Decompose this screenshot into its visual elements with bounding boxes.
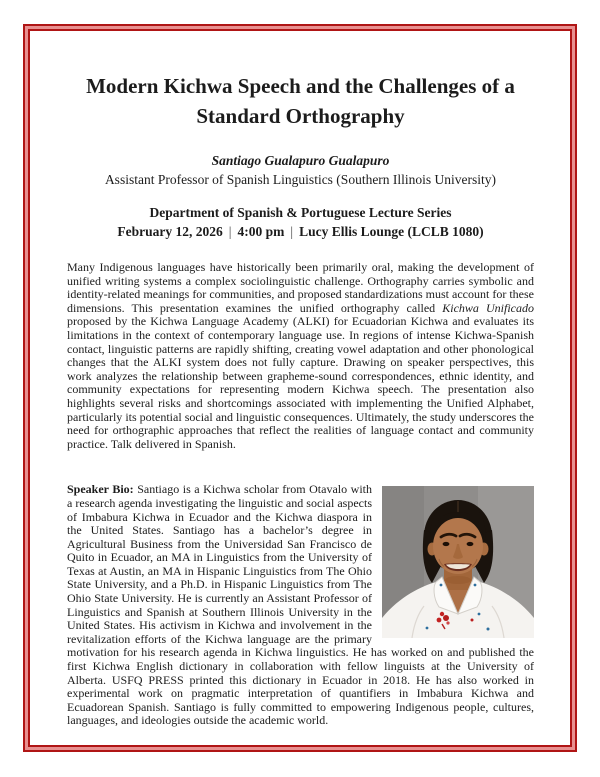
eyes [443, 542, 450, 546]
page-border [23, 24, 577, 752]
pipe-separator: | [290, 224, 294, 239]
speaker-affiliation: Assistant Professor of Spanish Linguistics (Southern Illinois University) [104, 172, 497, 187]
title-line-2: Standard Orthography [196, 104, 405, 128]
page-title [67, 71, 534, 131]
speaker-photo [382, 486, 534, 638]
speaker-name: Santiago Gualapuro Gualapuro [211, 153, 390, 168]
event-details-line [67, 223, 534, 240]
pipe-separator: | [228, 224, 232, 239]
flyer-content [30, 31, 570, 745]
lecture-series-title: Department of Spanish & Portuguese Lecture Series [149, 205, 452, 220]
title-line-1: Modern Kichwa Speech and the Challenges of a [86, 74, 515, 98]
abstract-text-1: Many Indigenous languages have historically been primarily oral, making the development of unified writing systems a complex sociolinguistic challenge. Orthography carries symbolic and identity-related meanings for communities, and proposed standardizations must account for these dimensions. This presentation examines the unified orthography called [67, 260, 534, 315]
abstract-text-2: proposed by the Kichwa Language Academy (ALKI) for Ecuadorian Kichwa and evaluates its limitations in the context of contemporary language use. In regions of intense Kichwa-Spanish contact, linguistic patterns are rapidly shifting, creating vowel adaptation and other phonological changes that the ALKI system does not fully capture. Drawing on speaker perspectives, this work analyzes the relationship between grapheme-sound correspondences, ethnic identity, and community expectations for representing modern Kichwa speech. The presentation also highlights several risks and shortcomings associated with implementing the Unified Alphabet, particularly its potential social and linguistic consequences. Ultimately, the study underscores the need for orthographic approaches that reflect the realities of language contact and community practice. Talk delivered in Spanish. [67, 314, 534, 451]
event-location: Lucy Ellis Lounge (LCLB 1080) [299, 224, 484, 239]
event-time: 4:00 pm [237, 224, 285, 239]
speaker-bio-text: Santiago is a Kichwa scholar from Otavalo with a research agenda investigating the linguistic and social aspects of Imbabura Kichwa in Ecuador and the Kichwa diaspora in the United States. Santiago has a bachelor’s degree in Agricultural Business from the Universidad San Francisco de Quito in Ecuador, an MA in Linguistics from the University of Texas at Austin, an MA in Hispanic Linguistics from The Ohio State University, and a Ph.D. in Hispanic Linguistics from The Ohio State University. He is currently an Assistant Professor of Linguistics and Spanish at Southern Illinois University in the United States. His activism in Kichwa and involvement in the revitalization efforts of the Kichwa language are the primary motivation for his research agenda in Kichwa linguistics. He has worked on and published the first Kichwa English dictionary in collaboration with fellow linguists at the University of Alberta. USFQ PRESS printed this dictionary in Ecuador in 2018. He has also worked in experimental work on pragmatic interpretation of quantifiers in Imbabura Kichwa and Ecuadorean Spanish. Santiago is fully committed to empowering Indigenous people, cultures, languages, and ideologies outside the academic world. [67, 482, 534, 728]
abstract-paragraph [67, 261, 534, 451]
speaker-bio-paragraph [67, 483, 534, 728]
event-date: February 12, 2026 [117, 224, 223, 239]
abstract-italic-phrase: Kichwa Unificado [442, 300, 534, 315]
speaker-bio-label: Speaker Bio: [67, 482, 138, 497]
